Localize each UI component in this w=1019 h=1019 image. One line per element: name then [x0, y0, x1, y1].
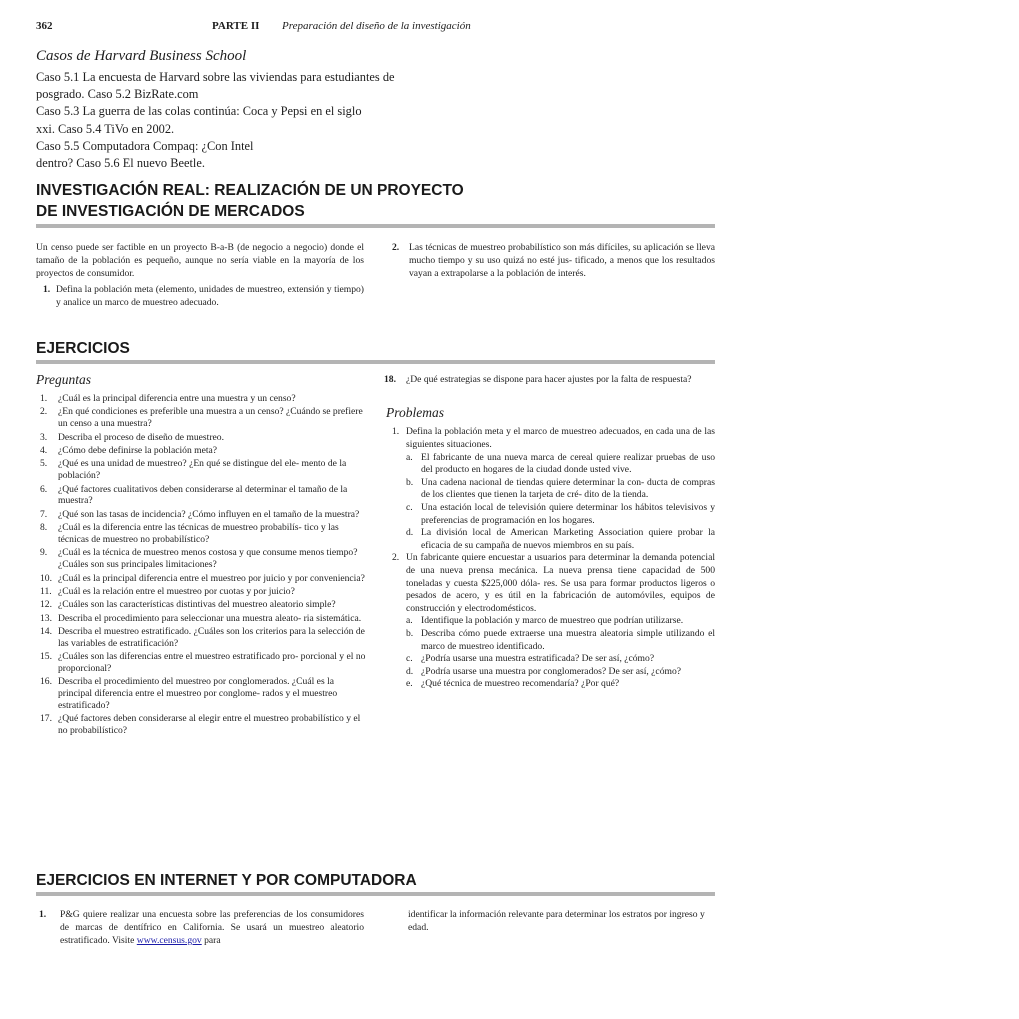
subitem-text: ¿Qué técnica de muestreo recomendaría? ¿Por qué? — [421, 678, 620, 690]
problem-subitem — [384, 477, 715, 502]
question-number: 3. — [40, 431, 48, 443]
question-item — [36, 522, 366, 546]
problem-text: Un fabricante quiere encuestar a usuarios para determinar la demanda potencial de una nueva prensa mecánica. La nueva prensa tiene capacidad de 500 toneladas y cuesta $225,000 dóla- res. Se usa para formar productos ligeros o pesados de acero, y es útil en la fabricación de automóviles, equipos de construcción y electrodomésticos. — [406, 552, 715, 614]
question-item — [36, 573, 366, 585]
real-research-item-1 — [36, 284, 364, 310]
section-rule — [36, 892, 715, 896]
question-text: ¿Cuál es la diferencia entre las técnicas de muestreo probabilís- tico y las técnicas de muestreo no probabilístico? — [58, 522, 339, 545]
section-title-line: INVESTIGACIÓN REAL: REALIZACIÓN DE UN PROYECTO — [36, 182, 464, 199]
part-label: PARTE II — [212, 20, 260, 32]
question-item — [36, 586, 366, 598]
question-item — [36, 406, 366, 430]
real-research-heading — [36, 180, 716, 222]
harvard-case-line: xxi. Caso 5.4 TiVo en 2002. — [36, 121, 175, 136]
question-text: ¿Cuál es la relación entre el muestreo por cuotas y por juicio? — [58, 585, 295, 597]
subitem-letter: d. — [406, 527, 414, 539]
problem-subitem — [384, 615, 715, 628]
question-text: ¿En qué condiciones es preferible una muestra a un censo? ¿Cuándo se prefiere un censo a una muestra? — [58, 406, 363, 430]
running-header — [36, 20, 716, 36]
questions-list — [36, 393, 366, 737]
section-title: EJERCICIOS — [36, 340, 130, 357]
subitem-letter: a. — [406, 451, 413, 463]
question-text: ¿Qué es una unidad de muestreo? ¿En qué se distingue del ele- mento de la población? — [58, 458, 347, 482]
question-18 — [384, 374, 715, 386]
problem-subitem — [384, 527, 715, 552]
question-item — [36, 393, 366, 405]
subitem-letter: d. — [406, 665, 414, 677]
internet-continuation: identificar la información relevante para determinar los estratos por ingreso y edad. — [408, 909, 705, 933]
page-number: 362 — [36, 20, 53, 32]
question-item — [36, 445, 366, 457]
question-number: 10. — [40, 572, 52, 584]
exercises-right-column — [384, 374, 715, 691]
question-item — [36, 651, 366, 675]
question-text: Describa el procedimiento del muestreo por conglomerados. ¿Cuál es la principal diferencia entre el muestreo por conglome- rados y el muestreo estratificado? — [58, 676, 338, 712]
question-item — [36, 432, 366, 444]
subitem-text: La división local de American Marketing Association quiere probar la eficacia de su campaña de nuevos miembros en su país. — [421, 527, 715, 551]
subitem-text: Identifique la población y marco de muestreo que podrían utilizarse. — [421, 615, 684, 627]
question-text: ¿Cuáles son las características distintivas del muestreo aleatorio simple? — [58, 599, 336, 611]
census-link[interactable]: www.census.gov — [136, 934, 202, 946]
question-number: 17. — [40, 713, 52, 725]
problem-subitem — [384, 502, 715, 527]
item-text: P&G quiere realizar una encuesta sobre las preferencias de los consumidores de marcas de dentífrico en California. Se usará un muestreo aleatorio estratificado. Visite — [60, 909, 364, 946]
real-research-left-column — [36, 242, 364, 310]
harvard-case-line: Caso 5.5 Computadora Compaq: ¿Con Intel — [36, 138, 254, 153]
item-text-after: para — [204, 934, 221, 946]
internet-item-1 — [36, 909, 364, 948]
problem-subitem — [384, 452, 715, 477]
question-number: 13. — [40, 612, 52, 624]
question-number: 11. — [40, 585, 52, 597]
question-number: 18. — [384, 374, 396, 385]
subitem-letter: b. — [406, 476, 414, 488]
section-rule — [36, 360, 715, 364]
problem-subitem — [384, 666, 715, 679]
item-number: 2. — [392, 242, 400, 253]
item-number: 1. — [39, 909, 47, 920]
problem-subitem — [384, 678, 715, 691]
subitem-text: Describa cómo puede extraerse una muestra aleatoria simple utilizando el marco de muestreo identificado. — [421, 627, 715, 652]
item-number: 1. — [43, 283, 51, 295]
question-item — [36, 626, 366, 650]
question-number: 8. — [40, 522, 48, 534]
question-number: 2. — [40, 406, 48, 418]
section-title: EJERCICIOS EN INTERNET Y POR COMPUTADORA — [36, 872, 417, 889]
real-research-right-column — [392, 242, 715, 281]
harvard-case-line: dentro? Caso 5.6 El nuevo Beetle. — [36, 156, 205, 171]
internet-heading — [36, 870, 417, 891]
subitem-letter: c. — [406, 653, 413, 665]
question-text: ¿Cuáles son las diferencias entre el muestreo estratificado pro- porcional y el no proporcional? — [58, 651, 366, 675]
part-title: Preparación del diseño de la investigación — [282, 20, 471, 32]
exercises-heading — [36, 338, 130, 359]
question-text: Describa el proceso de diseño de muestreo. — [58, 431, 224, 443]
question-text: ¿Cómo debe definirse la población meta? — [58, 444, 218, 456]
question-number: 14. — [40, 626, 52, 638]
subitem-text: Una cadena nacional de tiendas quiere determinar la con- ducta de compras de los clientes que tienen la tarjeta de cré- dito de la tienda. — [421, 476, 715, 501]
question-number: 15. — [40, 651, 52, 663]
question-number: 16. — [40, 676, 52, 688]
question-item — [36, 484, 366, 508]
question-item — [36, 613, 366, 625]
question-text: ¿Qué factores deben considerarse al elegir entre el muestreo probabilístico y el no probabilístico? — [58, 713, 361, 737]
problem-number: 1. — [392, 426, 400, 438]
question-text: ¿Qué factores cualitativos deben considerarse al determinar el tamaño de la muestra? — [58, 483, 348, 507]
subitem-text: El fabricante de una nueva marca de cereal quiere realizar pruebas de uso del producto en hogares de la ciudad donde usted vive. — [421, 451, 715, 476]
question-text: ¿Cuál es la principal diferencia entre el muestreo por juicio y por conveniencia? — [58, 572, 365, 584]
subitem-letter: a. — [406, 615, 413, 627]
question-item — [36, 547, 366, 571]
harvard-case-line: posgrado. Caso 5.2 BizRate.com — [36, 87, 199, 102]
harvard-case-line: Caso 5.3 La guerra de las colas continúa: Coca y Pepsi en el siglo — [36, 104, 362, 119]
problems-block — [384, 426, 715, 690]
question-number: 5. — [40, 458, 48, 470]
questions-column — [36, 372, 366, 739]
question-number: 9. — [40, 547, 48, 559]
real-research-intro: Un censo puede ser factible en un proyecto B-a-B (de negocio a negocio) donde el tamaño de la población es pequeño, aunque no sería viable en la mayoría de los proyectos de consumidor. — [36, 242, 364, 279]
problem-subitem — [384, 628, 715, 653]
problems-title: Problemas — [386, 405, 444, 421]
section-title-line: DE INVESTIGACIÓN DE MERCADOS — [36, 203, 305, 220]
harvard-case-line: Caso 5.1 La encuesta de Harvard sobre las viviendas para estudiantes de — [36, 70, 395, 84]
internet-left-column — [36, 909, 364, 948]
problem-number: 2. — [392, 552, 400, 564]
question-number: 1. — [40, 393, 48, 404]
question-text: ¿De qué estrategias se dispone para hacer ajustes por la falta de respuesta? — [406, 374, 692, 385]
item-text: Defina la población meta (elemento, unidades de muestreo, extensión y tiempo) y analice un marco de muestreo adecuado. — [56, 283, 364, 308]
question-item — [36, 509, 366, 521]
question-number: 6. — [40, 483, 48, 495]
internet-right-column — [408, 909, 715, 935]
problem-1 — [384, 426, 715, 451]
question-item — [36, 676, 366, 711]
subitem-letter: b. — [406, 627, 414, 639]
question-item — [36, 458, 366, 482]
subitem-letter: e. — [406, 678, 413, 690]
question-number: 12. — [40, 599, 52, 611]
problem-text: Defina la población meta y el marco de muestreo adecuados, en cada una de las siguientes situaciones. — [406, 426, 715, 450]
question-number: 4. — [40, 444, 48, 456]
subitem-text: Una estación local de televisión quiere determinar los hábitos televisivos y preferencias de programación en los hogares. — [421, 501, 715, 526]
section-rule — [36, 224, 715, 228]
question-text: Describa el procedimiento para seleccionar una muestra aleato- ria sistemática. — [58, 612, 362, 624]
subitem-letter: c. — [406, 501, 413, 513]
question-text: ¿Cuál es la técnica de muestreo menos costosa y que consume menos tiempo? ¿Cuáles son sus principales limitaciones? — [58, 547, 358, 571]
problem-subitem — [384, 653, 715, 666]
problem-2 — [384, 552, 715, 615]
question-item — [36, 713, 366, 737]
question-text: ¿Cuál es la principal diferencia entre una muestra y un censo? — [58, 393, 296, 404]
question-item — [36, 599, 366, 611]
real-research-item-2 — [392, 242, 715, 281]
question-number: 7. — [40, 508, 48, 520]
subitem-text: ¿Podría usarse una muestra por conglomerados? De ser así, ¿cómo? — [421, 665, 682, 677]
question-text: Describa el muestreo estratificado. ¿Cuáles son los criterios para la selección de las variables de estratificación? — [58, 626, 365, 649]
subitem-text: ¿Podría usarse una muestra estratificada? De ser así, ¿cómo? — [421, 653, 655, 665]
harvard-cases-title: Casos de Harvard Business School — [36, 48, 247, 64]
harvard-cases — [36, 48, 456, 172]
question-text: ¿Qué son las tasas de incidencia? ¿Cómo influyen en el tamaño de la muestra? — [58, 508, 360, 520]
questions-title: Preguntas — [36, 372, 91, 387]
item-text: Las técnicas de muestreo probabilístico son más difíciles, su aplicación se lleva mucho tiempo y su uso quizá no esté jus- tificado, a menos que los resultados vayan a extrapolarse a la población de interés. — [409, 242, 715, 279]
